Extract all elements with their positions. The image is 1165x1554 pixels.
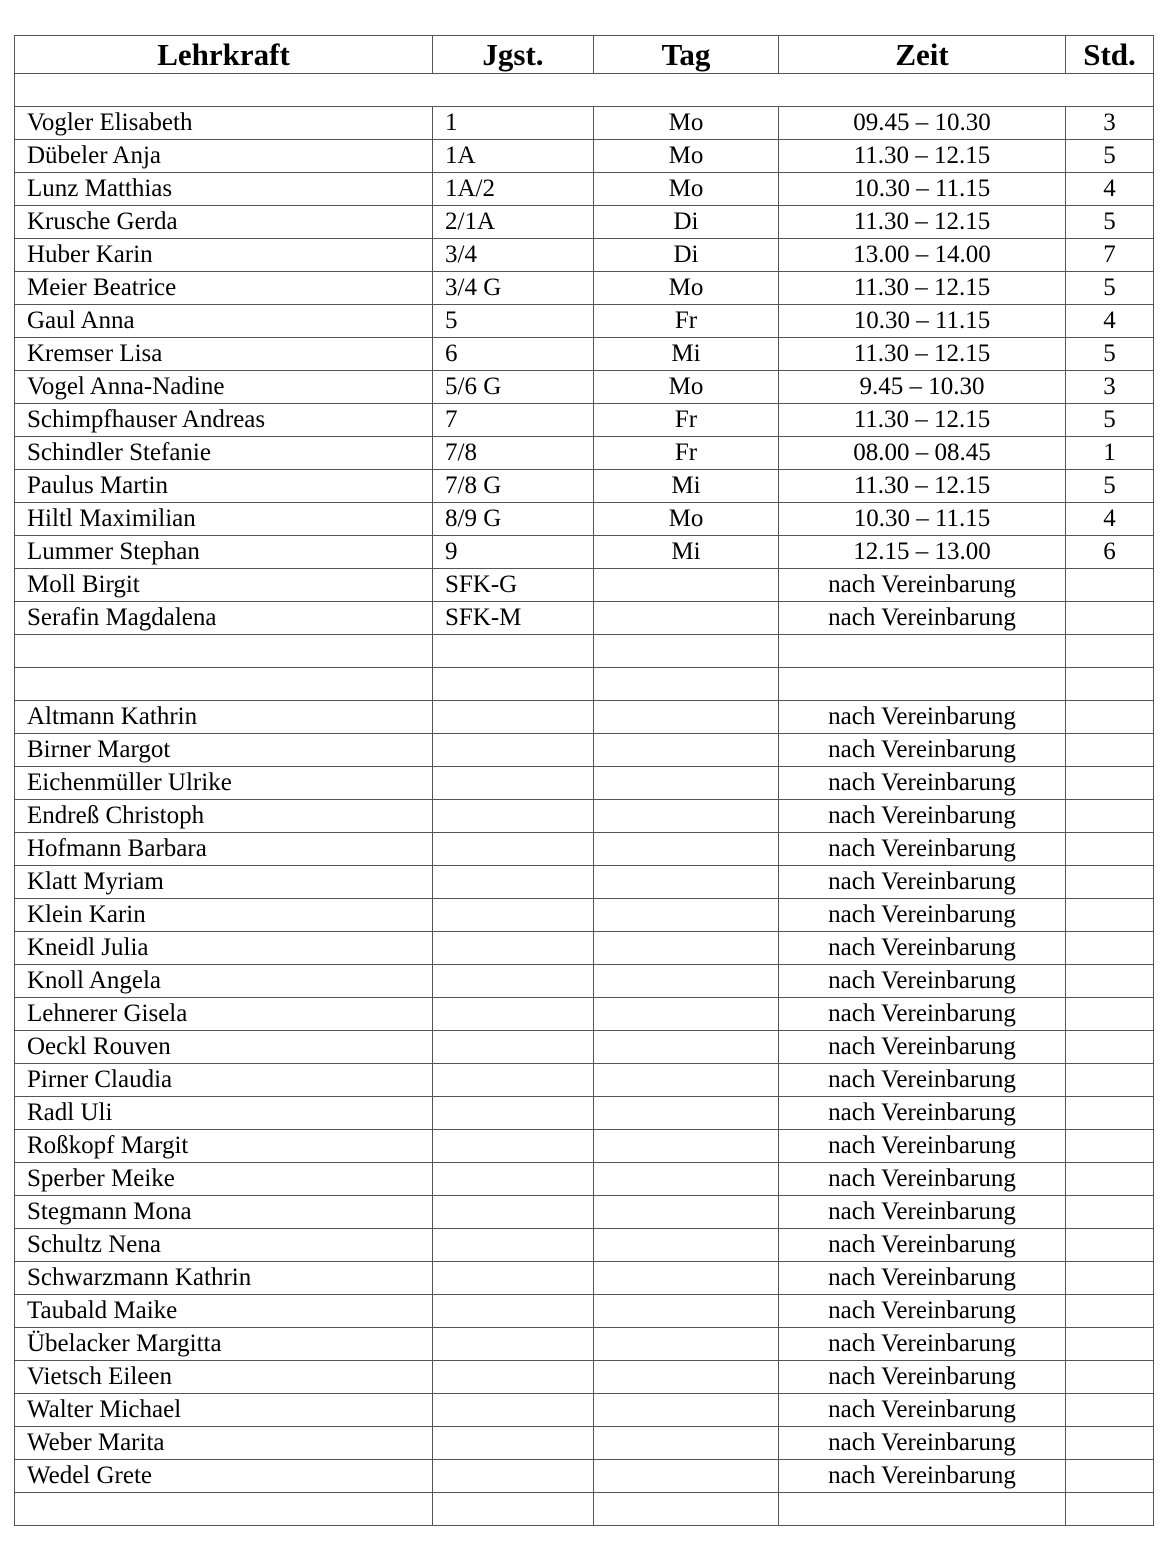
cell-std: [1066, 1097, 1154, 1130]
cell-zeit: [779, 635, 1066, 668]
cell-tag: Mo: [594, 107, 779, 140]
cell-std: [1066, 602, 1154, 635]
table-row: [15, 701, 1154, 734]
table-row: [15, 833, 1154, 866]
cell-jgst: 8/9 G: [433, 503, 594, 536]
cell-lehrkraft: Kremser Lisa: [15, 338, 433, 371]
cell-std: [1066, 965, 1154, 998]
cell-lehrkraft: Huber Karin: [15, 239, 433, 272]
table-row: [15, 173, 1154, 206]
table-row: [15, 503, 1154, 536]
table-row: [15, 1262, 1154, 1295]
table-row: [15, 437, 1154, 470]
cell-std: [1066, 1361, 1154, 1394]
cell-tag: Mo: [594, 371, 779, 404]
table-row: [15, 998, 1154, 1031]
cell-tag: [594, 833, 779, 866]
cell-tag: [594, 1163, 779, 1196]
table-row: [15, 866, 1154, 899]
cell-jgst: [433, 866, 594, 899]
cell-tag: [594, 965, 779, 998]
cell-tag: Fr: [594, 305, 779, 338]
cell-lehrkraft: Hiltl Maximilian: [15, 503, 433, 536]
cell-std: [1066, 767, 1154, 800]
cell-lehrkraft: Krusche Gerda: [15, 206, 433, 239]
table-row: [15, 1394, 1154, 1427]
cell-jgst: [433, 1031, 594, 1064]
cell-jgst: 7: [433, 404, 594, 437]
cell-lehrkraft: Vietsch Eileen: [15, 1361, 433, 1394]
cell-zeit: nach Vereinbarung: [779, 1328, 1066, 1361]
table-row: [15, 404, 1154, 437]
header-tag: Tag: [594, 36, 779, 74]
cell-lehrkraft: Lehnerer Gisela: [15, 998, 433, 1031]
cell-jgst: [433, 1097, 594, 1130]
teacher-schedule-table: [14, 35, 1154, 1526]
cell-tag: [594, 1394, 779, 1427]
cell-std: 7: [1066, 239, 1154, 272]
cell-lehrkraft: Stegmann Mona: [15, 1196, 433, 1229]
table-row: [15, 800, 1154, 833]
cell-lehrkraft: Schindler Stefanie: [15, 437, 433, 470]
table-row: [15, 206, 1154, 239]
cell-tag: [594, 1493, 779, 1526]
header-lehrkraft: Lehrkraft: [15, 36, 433, 74]
cell-std: [1066, 932, 1154, 965]
cell-zeit: 08.00 – 08.45: [779, 437, 1066, 470]
cell-jgst: [433, 833, 594, 866]
cell-std: 3: [1066, 371, 1154, 404]
cell-tag: Mo: [594, 173, 779, 206]
header-row: [15, 36, 1154, 74]
cell-zeit: nach Vereinbarung: [779, 1064, 1066, 1097]
cell-jgst: [433, 1130, 594, 1163]
cell-std: [1066, 701, 1154, 734]
cell-tag: [594, 800, 779, 833]
table-row: [15, 602, 1154, 635]
cell-lehrkraft: Endreß Christoph: [15, 800, 433, 833]
cell-tag: [594, 668, 779, 701]
cell-std: [1066, 1196, 1154, 1229]
cell-zeit: 11.30 – 12.15: [779, 140, 1066, 173]
cell-lehrkraft: Moll Birgit: [15, 569, 433, 602]
cell-tag: Fr: [594, 404, 779, 437]
cell-std: [1066, 569, 1154, 602]
table-row: [15, 470, 1154, 503]
cell-jgst: [433, 1427, 594, 1460]
cell-std: [1066, 668, 1154, 701]
cell-std: [1066, 635, 1154, 668]
cell-lehrkraft: Radl Uli: [15, 1097, 433, 1130]
cell-jgst: 5/6 G: [433, 371, 594, 404]
cell-zeit: [779, 668, 1066, 701]
cell-std: 4: [1066, 503, 1154, 536]
cell-zeit: 11.30 – 12.15: [779, 404, 1066, 437]
table-body: [15, 74, 1154, 1526]
cell-std: [1066, 866, 1154, 899]
table-row: [15, 1163, 1154, 1196]
cell-tag: [594, 635, 779, 668]
cell-zeit: [779, 1493, 1066, 1526]
cell-jgst: [433, 1262, 594, 1295]
cell-zeit: nach Vereinbarung: [779, 602, 1066, 635]
cell-jgst: [433, 1328, 594, 1361]
cell-jgst: [433, 998, 594, 1031]
cell-zeit: nach Vereinbarung: [779, 1361, 1066, 1394]
cell-std: [1066, 1328, 1154, 1361]
cell-zeit: nach Vereinbarung: [779, 1295, 1066, 1328]
cell-jgst: [433, 932, 594, 965]
cell-zeit: nach Vereinbarung: [779, 866, 1066, 899]
cell-tag: [594, 932, 779, 965]
cell-std: [1066, 833, 1154, 866]
cell-zeit: nach Vereinbarung: [779, 767, 1066, 800]
cell-std: [1066, 1229, 1154, 1262]
table-row: [15, 1295, 1154, 1328]
table-row: [15, 536, 1154, 569]
cell-tag: Mi: [594, 470, 779, 503]
cell-std: [1066, 1262, 1154, 1295]
table-row: [15, 1097, 1154, 1130]
cell-std: [1066, 998, 1154, 1031]
cell-jgst: 7/8 G: [433, 470, 594, 503]
cell-jgst: [433, 1064, 594, 1097]
cell-jgst: 9: [433, 536, 594, 569]
cell-jgst: SFK-M: [433, 602, 594, 635]
cell-tag: [594, 1361, 779, 1394]
cell-zeit: 09.45 – 10.30: [779, 107, 1066, 140]
cell-zeit: nach Vereinbarung: [779, 965, 1066, 998]
cell-tag: [594, 866, 779, 899]
header-std: Std.: [1066, 36, 1154, 74]
cell-tag: [594, 1262, 779, 1295]
cell-tag: [594, 1229, 779, 1262]
cell-lehrkraft: [15, 635, 433, 668]
cell-lehrkraft: Paulus Martin: [15, 470, 433, 503]
table-row: [15, 107, 1154, 140]
table-row: [15, 1064, 1154, 1097]
table-row: [15, 899, 1154, 932]
cell-lehrkraft: Hofmann Barbara: [15, 833, 433, 866]
cell-lehrkraft: Wedel Grete: [15, 1460, 433, 1493]
cell-std: 5: [1066, 206, 1154, 239]
cell-jgst: [433, 1460, 594, 1493]
table-row: [15, 569, 1154, 602]
table-row: [15, 1460, 1154, 1493]
cell-zeit: 11.30 – 12.15: [779, 338, 1066, 371]
cell-jgst: [433, 1229, 594, 1262]
table-row: [15, 140, 1154, 173]
cell-tag: Di: [594, 206, 779, 239]
table-row: [15, 305, 1154, 338]
cell-lehrkraft: Serafin Magdalena: [15, 602, 433, 635]
cell-std: 4: [1066, 173, 1154, 206]
table-row: [15, 767, 1154, 800]
cell-std: 5: [1066, 470, 1154, 503]
cell-jgst: SFK-G: [433, 569, 594, 602]
cell-std: [1066, 1064, 1154, 1097]
table-row: [15, 239, 1154, 272]
table-row: [15, 1361, 1154, 1394]
table-row: [15, 1031, 1154, 1064]
cell-tag: [594, 1196, 779, 1229]
cell-zeit: nach Vereinbarung: [779, 833, 1066, 866]
cell-lehrkraft: [15, 1493, 433, 1526]
cell-jgst: [433, 1361, 594, 1394]
cell-lehrkraft: Taubald Maike: [15, 1295, 433, 1328]
cell-zeit: 11.30 – 12.15: [779, 272, 1066, 305]
cell-tag: [594, 1295, 779, 1328]
cell-lehrkraft: Schultz Nena: [15, 1229, 433, 1262]
cell-jgst: [433, 1394, 594, 1427]
cell-lehrkraft: Altmann Kathrin: [15, 701, 433, 734]
cell-zeit: 11.30 – 12.15: [779, 206, 1066, 239]
cell-jgst: [433, 767, 594, 800]
cell-lehrkraft: Eichenmüller Ulrike: [15, 767, 433, 800]
cell-zeit: 10.30 – 11.15: [779, 173, 1066, 206]
cell-std: 6: [1066, 536, 1154, 569]
cell-lehrkraft: Schwarzmann Kathrin: [15, 1262, 433, 1295]
cell-std: [1066, 1130, 1154, 1163]
cell-tag: Mi: [594, 338, 779, 371]
cell-jgst: [433, 734, 594, 767]
cell-zeit: nach Vereinbarung: [779, 1031, 1066, 1064]
cell-zeit: 10.30 – 11.15: [779, 503, 1066, 536]
cell-zeit: nach Vereinbarung: [779, 1196, 1066, 1229]
cell-jgst: 1: [433, 107, 594, 140]
cell-std: 1: [1066, 437, 1154, 470]
cell-lehrkraft: Weber Marita: [15, 1427, 433, 1460]
cell-zeit: nach Vereinbarung: [779, 1460, 1066, 1493]
cell-lehrkraft: Gaul Anna: [15, 305, 433, 338]
cell-lehrkraft: Sperber Meike: [15, 1163, 433, 1196]
cell-jgst: [433, 1196, 594, 1229]
cell-lehrkraft: Oeckl Rouven: [15, 1031, 433, 1064]
cell-lehrkraft: Kneidl Julia: [15, 932, 433, 965]
cell-tag: Mo: [594, 140, 779, 173]
cell-zeit: nach Vereinbarung: [779, 734, 1066, 767]
cell-tag: Fr: [594, 437, 779, 470]
cell-tag: [594, 701, 779, 734]
cell-jgst: 2/1A: [433, 206, 594, 239]
cell-zeit: 12.15 – 13.00: [779, 536, 1066, 569]
cell-lehrkraft: Schimpfhauser Andreas: [15, 404, 433, 437]
cell-jgst: [433, 668, 594, 701]
table-row: [15, 734, 1154, 767]
table-row: [15, 635, 1154, 668]
cell-tag: [594, 767, 779, 800]
cell-std: 3: [1066, 107, 1154, 140]
table-row: [15, 1130, 1154, 1163]
cell-jgst: 1A/2: [433, 173, 594, 206]
cell-jgst: [433, 965, 594, 998]
cell-std: [1066, 800, 1154, 833]
cell-std: [1066, 1394, 1154, 1427]
cell-std: [1066, 1493, 1154, 1526]
cell-lehrkraft: Vogel Anna-Nadine: [15, 371, 433, 404]
cell-std: [1066, 1031, 1154, 1064]
cell-jgst: 7/8: [433, 437, 594, 470]
cell-tag: [594, 1064, 779, 1097]
cell-tag: [594, 1031, 779, 1064]
cell-jgst: [433, 1295, 594, 1328]
cell-zeit: nach Vereinbarung: [779, 1262, 1066, 1295]
cell-lehrkraft: Knoll Angela: [15, 965, 433, 998]
cell-lehrkraft: Meier Beatrice: [15, 272, 433, 305]
cell-jgst: 5: [433, 305, 594, 338]
cell-jgst: [433, 701, 594, 734]
cell-tag: [594, 734, 779, 767]
cell-zeit: nach Vereinbarung: [779, 1394, 1066, 1427]
cell-std: [1066, 1295, 1154, 1328]
cell-jgst: 3/4: [433, 239, 594, 272]
cell-tag: [594, 1097, 779, 1130]
cell-std: [1066, 734, 1154, 767]
cell-lehrkraft: Klatt Myriam: [15, 866, 433, 899]
table-row: [15, 371, 1154, 404]
cell-tag: Mo: [594, 272, 779, 305]
table-row: [15, 1196, 1154, 1229]
cell-jgst: [433, 635, 594, 668]
cell-std: 5: [1066, 404, 1154, 437]
table-row: [15, 1328, 1154, 1361]
cell-lehrkraft: Übelacker Margitta: [15, 1328, 433, 1361]
cell-zeit: 9.45 – 10.30: [779, 371, 1066, 404]
cell-jgst: [433, 1493, 594, 1526]
cell-zeit: nach Vereinbarung: [779, 1130, 1066, 1163]
cell-jgst: [433, 800, 594, 833]
cell-std: [1066, 899, 1154, 932]
cell-std: 5: [1066, 140, 1154, 173]
cell-tag: [594, 998, 779, 1031]
cell-zeit: nach Vereinbarung: [779, 932, 1066, 965]
table-row: [15, 338, 1154, 371]
cell-lehrkraft: [15, 668, 433, 701]
cell-tag: [594, 899, 779, 932]
table-row: [15, 1493, 1154, 1526]
cell-std: [1066, 1460, 1154, 1493]
cell-std: 5: [1066, 272, 1154, 305]
table-row: [15, 1229, 1154, 1262]
cell-std: [1066, 1427, 1154, 1460]
cell-zeit: 10.30 – 11.15: [779, 305, 1066, 338]
cell-lehrkraft: Vogler Elisabeth: [15, 107, 433, 140]
cell-lehrkraft: Lunz Matthias: [15, 173, 433, 206]
cell-zeit: nach Vereinbarung: [779, 1097, 1066, 1130]
cell-jgst: 6: [433, 338, 594, 371]
cell-zeit: nach Vereinbarung: [779, 1229, 1066, 1262]
cell-tag: [594, 569, 779, 602]
cell-zeit: nach Vereinbarung: [779, 701, 1066, 734]
cell-zeit: nach Vereinbarung: [779, 998, 1066, 1031]
cell-std: 4: [1066, 305, 1154, 338]
cell-zeit: nach Vereinbarung: [779, 1427, 1066, 1460]
spacer-row: [15, 74, 1154, 107]
cell-std: [1066, 1163, 1154, 1196]
cell-zeit: nach Vereinbarung: [779, 1163, 1066, 1196]
cell-tag: [594, 1328, 779, 1361]
cell-zeit: nach Vereinbarung: [779, 569, 1066, 602]
cell-jgst: [433, 899, 594, 932]
cell-lehrkraft: Birner Margot: [15, 734, 433, 767]
table-row: [15, 272, 1154, 305]
table-row: [15, 965, 1154, 998]
cell-zeit: nach Vereinbarung: [779, 800, 1066, 833]
cell-zeit: nach Vereinbarung: [779, 899, 1066, 932]
cell-tag: [594, 1460, 779, 1493]
header-jgst: Jgst.: [433, 36, 594, 74]
cell-tag: [594, 1130, 779, 1163]
table-row: [15, 668, 1154, 701]
cell-tag: [594, 1427, 779, 1460]
cell-jgst: [433, 1163, 594, 1196]
cell-jgst: 1A: [433, 140, 594, 173]
cell-zeit: 13.00 – 14.00: [779, 239, 1066, 272]
cell-lehrkraft: Pirner Claudia: [15, 1064, 433, 1097]
cell-tag: [594, 602, 779, 635]
cell-lehrkraft: Klein Karin: [15, 899, 433, 932]
cell-lehrkraft: Roßkopf Margit: [15, 1130, 433, 1163]
table-row: [15, 1427, 1154, 1460]
cell-tag: Mo: [594, 503, 779, 536]
cell-zeit: 11.30 – 12.15: [779, 470, 1066, 503]
cell-tag: Mi: [594, 536, 779, 569]
cell-lehrkraft: Dübeler Anja: [15, 140, 433, 173]
cell-std: 5: [1066, 338, 1154, 371]
cell-jgst: 3/4 G: [433, 272, 594, 305]
table-row: [15, 932, 1154, 965]
cell-lehrkraft: Lummer Stephan: [15, 536, 433, 569]
spacer-cell: [15, 74, 1154, 107]
cell-tag: Di: [594, 239, 779, 272]
header-zeit: Zeit: [779, 36, 1066, 74]
cell-lehrkraft: Walter Michael: [15, 1394, 433, 1427]
